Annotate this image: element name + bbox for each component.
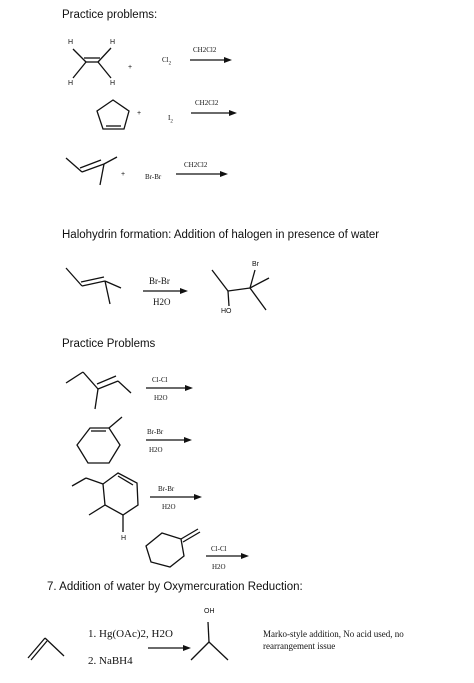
methylbutene-structure xyxy=(66,157,117,185)
atom-h-2: H xyxy=(110,39,116,46)
halohydrin-arrow xyxy=(143,288,188,294)
reaction-arrow-2 xyxy=(191,110,237,116)
heading-practice-problems: Practice problems: xyxy=(62,9,158,21)
reaction-arrow-1 xyxy=(190,57,232,63)
atom-h-practice-3: H xyxy=(121,535,127,542)
atom-h-1: H xyxy=(68,39,74,46)
plus-sign-2: + xyxy=(137,110,142,117)
practice-4-reagent-top: Cl-Cl xyxy=(211,545,227,553)
practice-4-reagent-bottom: H2O xyxy=(212,563,226,571)
practice-3-arrow xyxy=(150,494,202,500)
practice-4-arrow xyxy=(206,553,249,559)
practice-1-arrow xyxy=(146,385,193,391)
reagent-i2: $I_2$ xyxy=(168,114,173,125)
plus-sign-3: + xyxy=(121,171,126,178)
oxymercuration-note-line-1: Marko-style addition, No acid used, no xyxy=(263,629,404,639)
reagent-cl2: $Cl_2$ xyxy=(162,56,172,67)
atom-h-3: H xyxy=(68,80,74,87)
practice-2-reagent-bottom: H2O xyxy=(149,446,163,454)
halohydrin-reagent-bottom: H2O xyxy=(153,297,171,307)
cyclopentene-structure xyxy=(97,100,129,129)
atom-oh: OH xyxy=(204,608,215,615)
atom-h-4: H xyxy=(110,80,116,87)
heading-halohydrin-formation: Halohydrin formation: Addition of halogen in presence of water xyxy=(62,229,380,241)
solvent-label-2: CH2Cl2 xyxy=(195,99,219,107)
practice-3-reagent-top: Br-Br xyxy=(158,485,175,493)
plus-sign-1: + xyxy=(128,64,133,71)
practice-1-structure xyxy=(66,372,131,409)
practice-3-structure xyxy=(72,473,138,532)
halohydrin-product-structure xyxy=(212,270,269,310)
propene-structure xyxy=(28,638,64,660)
atom-br: Br xyxy=(252,261,259,268)
oxymercuration-step-2: 2. NaBH4 xyxy=(88,655,133,667)
isopropanol-structure xyxy=(191,622,228,660)
practice-1-reagent-bottom: H2O xyxy=(154,394,168,402)
halohydrin-alkene-structure xyxy=(66,268,121,304)
halohydrin-reagent-top: Br-Br xyxy=(149,276,170,286)
solvent-label-3: CH2Cl2 xyxy=(184,161,208,169)
practice-2-reagent-top: Br-Br xyxy=(147,428,164,436)
oxymercuration-step-1: 1. Hg(OAc)2, H2O xyxy=(88,628,173,640)
heading-practice-problems-2: Practice Problems xyxy=(62,338,156,350)
oxymercuration-note-line-2: rearrangement issue xyxy=(263,641,336,651)
practice-4-structure xyxy=(146,529,200,567)
practice-2-arrow xyxy=(146,437,192,443)
oxymercuration-arrow xyxy=(148,645,191,651)
practice-2-structure xyxy=(77,417,122,463)
ethylene-structure xyxy=(73,48,111,78)
practice-1-reagent-top: Cl-Cl xyxy=(152,376,168,384)
reagent-br-br-1: Br-Br xyxy=(145,173,162,181)
practice-3-reagent-bottom: H2O xyxy=(162,503,176,511)
heading-oxymercuration: 7. Addition of water by Oxymercuration Reduction: xyxy=(47,581,303,593)
solvent-label-1: CH2Cl2 xyxy=(193,46,217,54)
reaction-arrow-3 xyxy=(176,171,228,177)
atom-ho: HO xyxy=(221,308,232,315)
